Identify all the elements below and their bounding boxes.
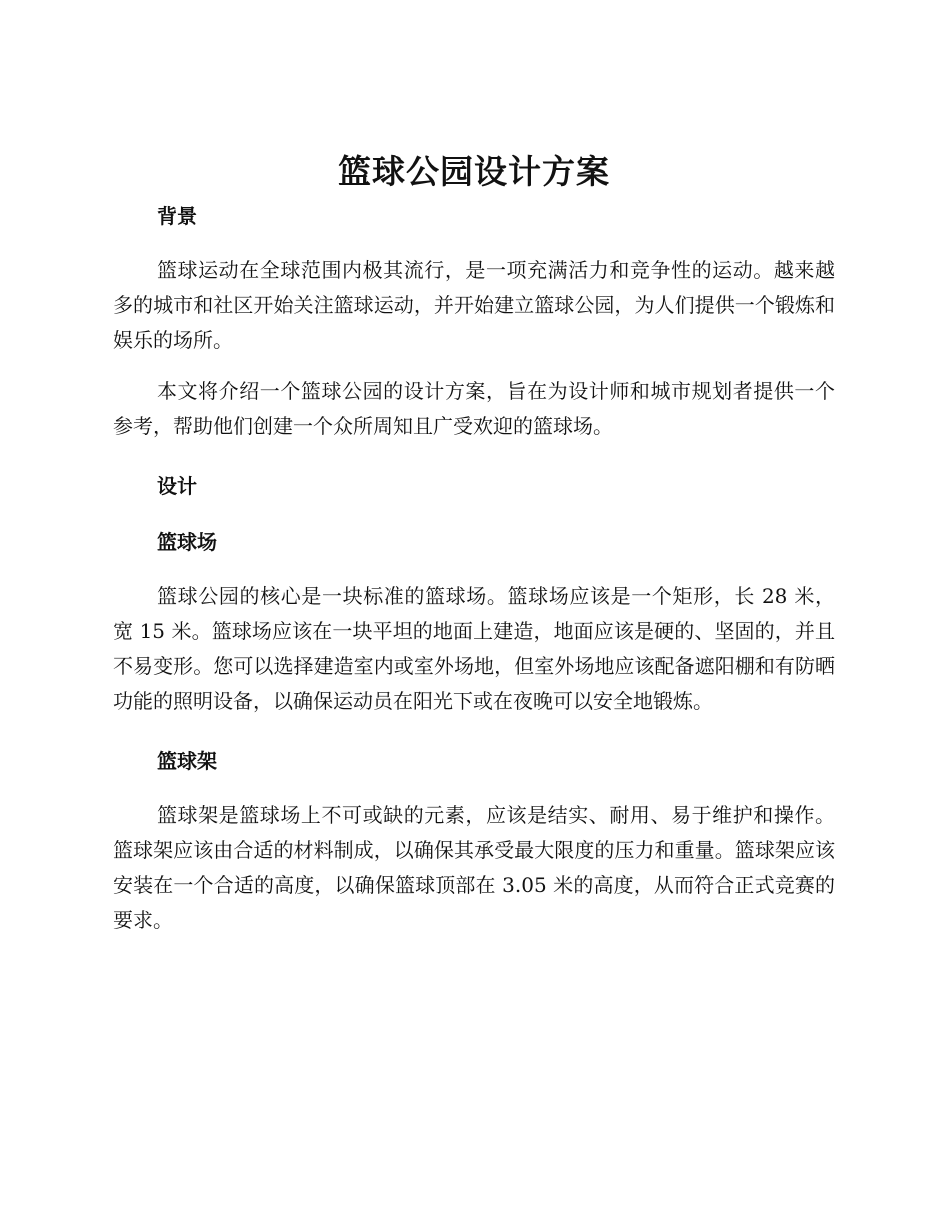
- paragraph-background-1: 篮球运动在全球范围内极其流行，是一项充满活力和竞争性的运动。越来越多的城市和社区开始关注篮球运动，并开始建立篮球公园，为人们提供一个锻炼和娱乐的场所。: [113, 258, 835, 352]
- section-heading-background: 背景: [157, 204, 197, 228]
- section-heading-design: 设计: [157, 474, 197, 498]
- section-heading-hoop: 篮球架: [157, 749, 217, 773]
- paragraph-background-2: 本文将介绍一个篮球公园的设计方案，旨在为设计师和城市规划者提供一个参考，帮助他们创建一个众所周知且广受欢迎的篮球场。: [113, 379, 835, 438]
- document-body: [113, 150, 835, 938]
- paragraph-hoop-1: 篮球架是篮球场上不可或缺的元素，应该是结实、耐用、易于维护和操作。篮球架应该由合适的材料制成，以确保其承受最大限度的压力和重量。篮球架应该安装在一个合适的高度，以确保篮球顶部在 3.05 米的高度，从而符合正式竞赛的要求。: [113, 803, 835, 932]
- page-title: 篮球公园设计方案: [338, 152, 610, 191]
- paragraph-court-1: 篮球公园的核心是一块标准的篮球场。篮球场应该是一个矩形，长 28 米，宽 15 米。篮球场应该在一块平坦的地面上建造，地面应该是硬的、坚固的，并且不易变形。您可以选择建造室内或室外场地，但室外场地应该配备遮阳棚和有防晒功能的照明设备，以确保运动员在阳光下或在夜晚可以安全地锻炼。: [113, 584, 835, 713]
- section-heading-court: 篮球场: [157, 530, 217, 554]
